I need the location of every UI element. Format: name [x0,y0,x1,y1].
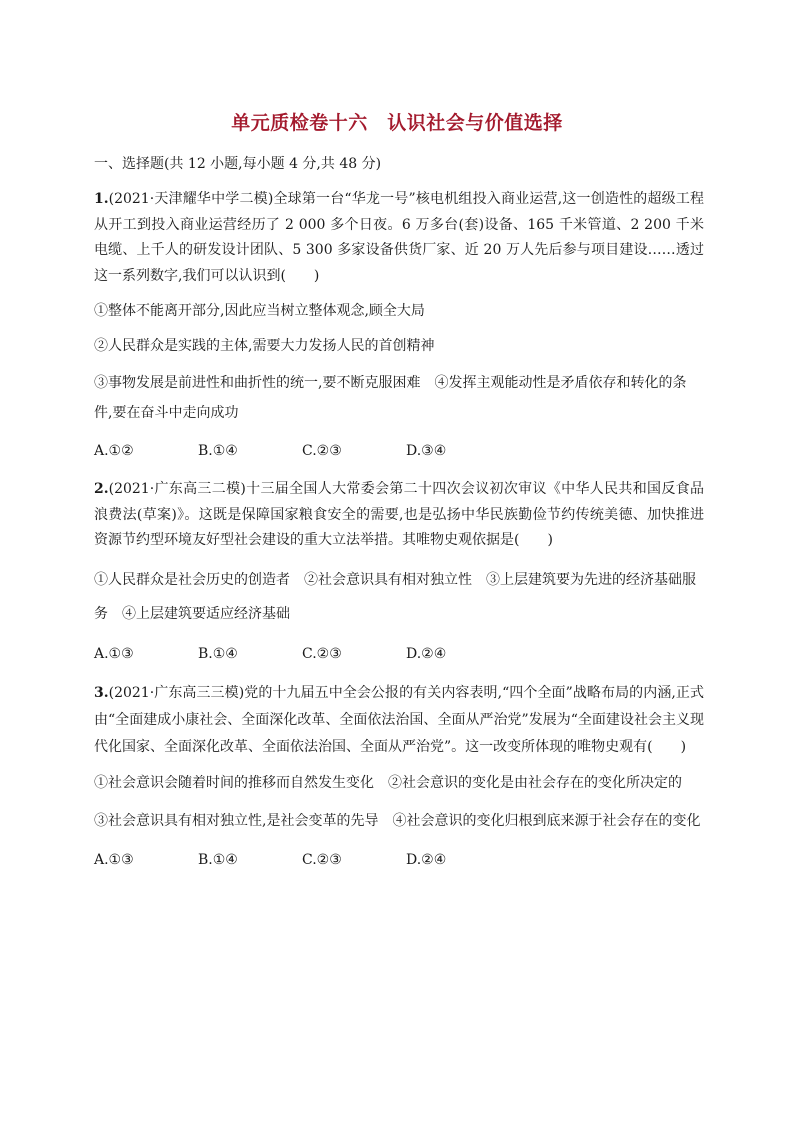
answer-option-d[interactable]: D.③④ [406,443,447,459]
answer-option-d[interactable]: D.②④ [406,645,447,662]
answer-options [94,848,704,872]
answer-option-c[interactable]: C.②③ [302,443,342,459]
answer-option-a[interactable]: A.①③ [94,645,134,662]
answer-options [94,642,704,666]
answer-option-b[interactable]: B.①④ [198,851,238,868]
statement: ①整体不能离开部分,因此应当树立整体观念,顾全大局 [94,303,425,319]
statement: ③社会意识具有相对独立性,是社会变革的先导 ④社会意识的变化归根到底来源于社会存在的变化 [94,812,701,829]
answer-option-a[interactable]: A.①③ [94,851,134,868]
answer-options [94,439,704,463]
question-stem [94,187,704,289]
question-stem [94,477,704,554]
question-number: 3. [94,684,109,701]
question-number: 2. [94,481,109,497]
question-text: (2021·天津耀华中学二模)全球第一台“华龙一号”核电机组投入商业运营,这一创造性的超级工程从开工到投入商业运营经历了 2 000 多个日夜。6 万多台(套)设备、165 千米管道、2 200 千米电缆、上千人的研发设计团队、5 300 多家设备供货厂家、近 20 万人先后参与项目建设……透过这一系列数字,我们可以认识到( ) [94,191,704,284]
question-text: (2021·广东高三二模)十三届全国人大常委会第二十四次会议初次审议《中华人民共和国反食品浪费法(草案)》。这既是保障国家粮食安全的需要,也是弘扬中华民族勤俭节约传统美德、加快推进资源节约型环境友好型社会建设的重大立法举措。其唯物史观依据是( ) [94,481,704,548]
statement: ①人民群众是社会历史的创造者 ②社会意识具有相对独立性 ③上层建筑要为先进的经济基础服务 ④上层建筑要适应经济基础 [94,571,696,622]
exam-content [94,152,704,886]
question-stem [94,680,704,761]
question-3 [94,680,704,872]
answer-option-c[interactable]: C.②③ [302,851,342,868]
statement: ③事物发展是前进性和曲折性的统一,要不断克服困难 ④发挥主观能动性是矛盾依存和转化的条件,要在奋斗中走向成功 [94,375,687,421]
question-1 [94,187,704,463]
answer-option-a[interactable]: A.①② [94,443,134,459]
statement: ②人民群众是实践的主体,需要大力发扬人民的首创精神 [94,338,435,354]
answer-option-c[interactable]: C.②③ [302,645,342,662]
question-number: 1. [94,191,109,207]
page-title: 单元质检卷十六 认识社会与价值选择 [231,112,563,134]
statement: ①社会意识会随着时间的推移而自然发生变化 ②社会意识的变化是由社会存在的变化所决定的 [94,774,682,791]
answer-option-b[interactable]: B.①④ [198,443,238,459]
section-heading: 一、选择题(共 12 小题,每小题 4 分,共 48 分) [94,156,382,172]
answer-option-d[interactable]: D.②④ [406,851,447,868]
question-text: (2021·广东高三三模)党的十九届五中全会公报的有关内容表明,“四个全面”战略布局的内涵,正式由“全面建成小康社会、全面深化改革、全面依法治国、全面从严治党”发展为“全面建设社会主义现代化国家、全面深化改革、全面依法治国、全面从严治党”。这一改变所体现的唯物史观有( ) [94,684,704,755]
question-2 [94,477,704,666]
answer-option-b[interactable]: B.①④ [198,645,238,662]
